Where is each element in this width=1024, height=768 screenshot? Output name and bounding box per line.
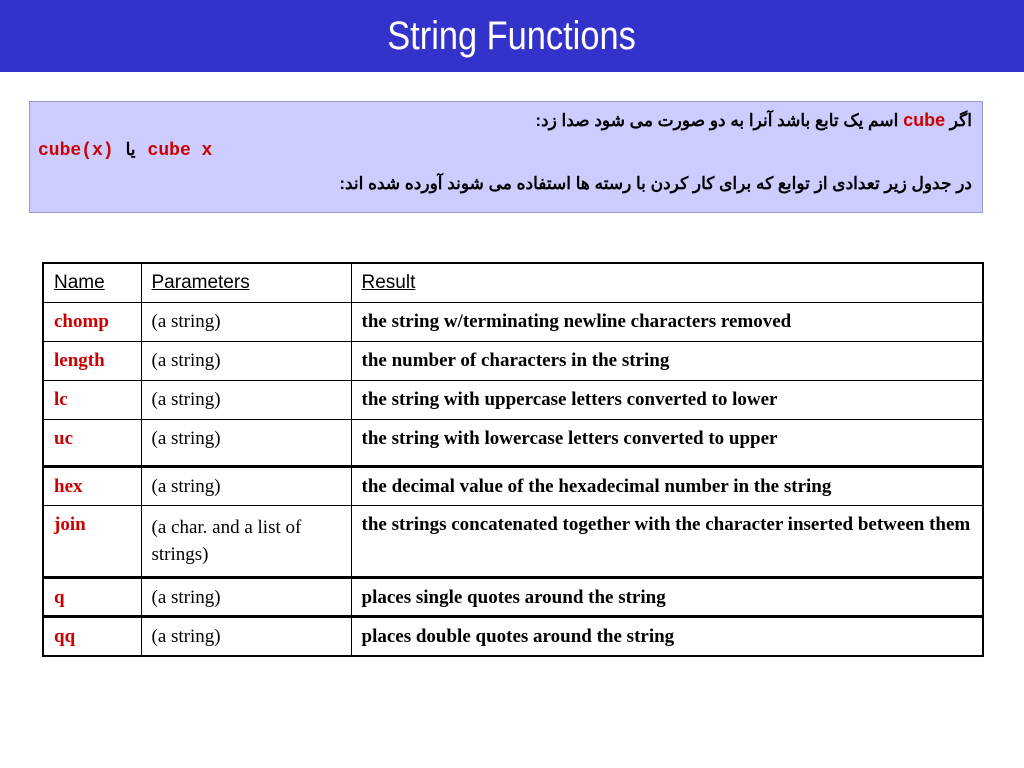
function-params: (a string) [141, 342, 351, 381]
function-name: length [43, 342, 141, 381]
function-result: places single quotes around the string [351, 578, 983, 617]
table-row [43, 578, 983, 617]
header-name: Name [43, 263, 141, 303]
title-bar [0, 0, 1024, 72]
function-result: the string with lowercase letters converted to upper [351, 420, 983, 467]
functions-table [42, 262, 984, 657]
header-result: Result [351, 263, 983, 303]
table-header-row [43, 263, 983, 303]
function-params: (a string) [141, 381, 351, 420]
function-params: (a string) [141, 420, 351, 467]
table-row [43, 381, 983, 420]
intro-form-bare: cube x [147, 141, 213, 161]
intro-line-1-after: اسم یک تابع باشد آنرا به دو صورت می شود صدا زد: [535, 111, 904, 130]
function-result: the string w/terminating newline characters removed [351, 303, 983, 342]
function-name: lc [43, 381, 141, 420]
table-row [43, 506, 983, 578]
function-result: the string with uppercase letters converted to lower [351, 381, 983, 420]
function-params: (a string) [141, 578, 351, 617]
table-row [43, 617, 983, 656]
function-name: q [43, 578, 141, 617]
table-row [43, 420, 983, 467]
intro-line-3: در جدول زیر تعدادی از توابع که برای کار کردن با رسته ها استفاده می شوند آورده شده اند: [339, 174, 972, 193]
intro-line-2 [38, 140, 212, 161]
function-params: (a string) [141, 617, 351, 656]
intro-line-1-before: اگر [945, 111, 972, 130]
function-result: the strings concatenated together with the character inserted between them [351, 506, 983, 578]
function-name: chomp [43, 303, 141, 342]
intro-box [29, 101, 983, 213]
function-name: hex [43, 467, 141, 506]
table-row [43, 467, 983, 506]
intro-form-call: cube(x) [38, 141, 114, 161]
function-params: (a string) [141, 467, 351, 506]
function-name: uc [43, 420, 141, 467]
function-params: (a string) [141, 303, 351, 342]
function-name: join [43, 506, 141, 578]
intro-line-1 [535, 110, 972, 131]
intro-or-word: یا [125, 140, 136, 159]
intro-keyword-cube: cube [903, 110, 946, 130]
table-row [43, 342, 983, 381]
function-result: the number of characters in the string [351, 342, 983, 381]
page-title: String Functions [387, 13, 637, 58]
function-name: qq [43, 617, 141, 656]
function-result: places double quotes around the string [351, 617, 983, 656]
table-row [43, 303, 983, 342]
function-params: (a char. and a list of strings) [141, 506, 351, 578]
function-result: the decimal value of the hexadecimal number in the string [351, 467, 983, 506]
header-parameters: Parameters [141, 263, 351, 303]
